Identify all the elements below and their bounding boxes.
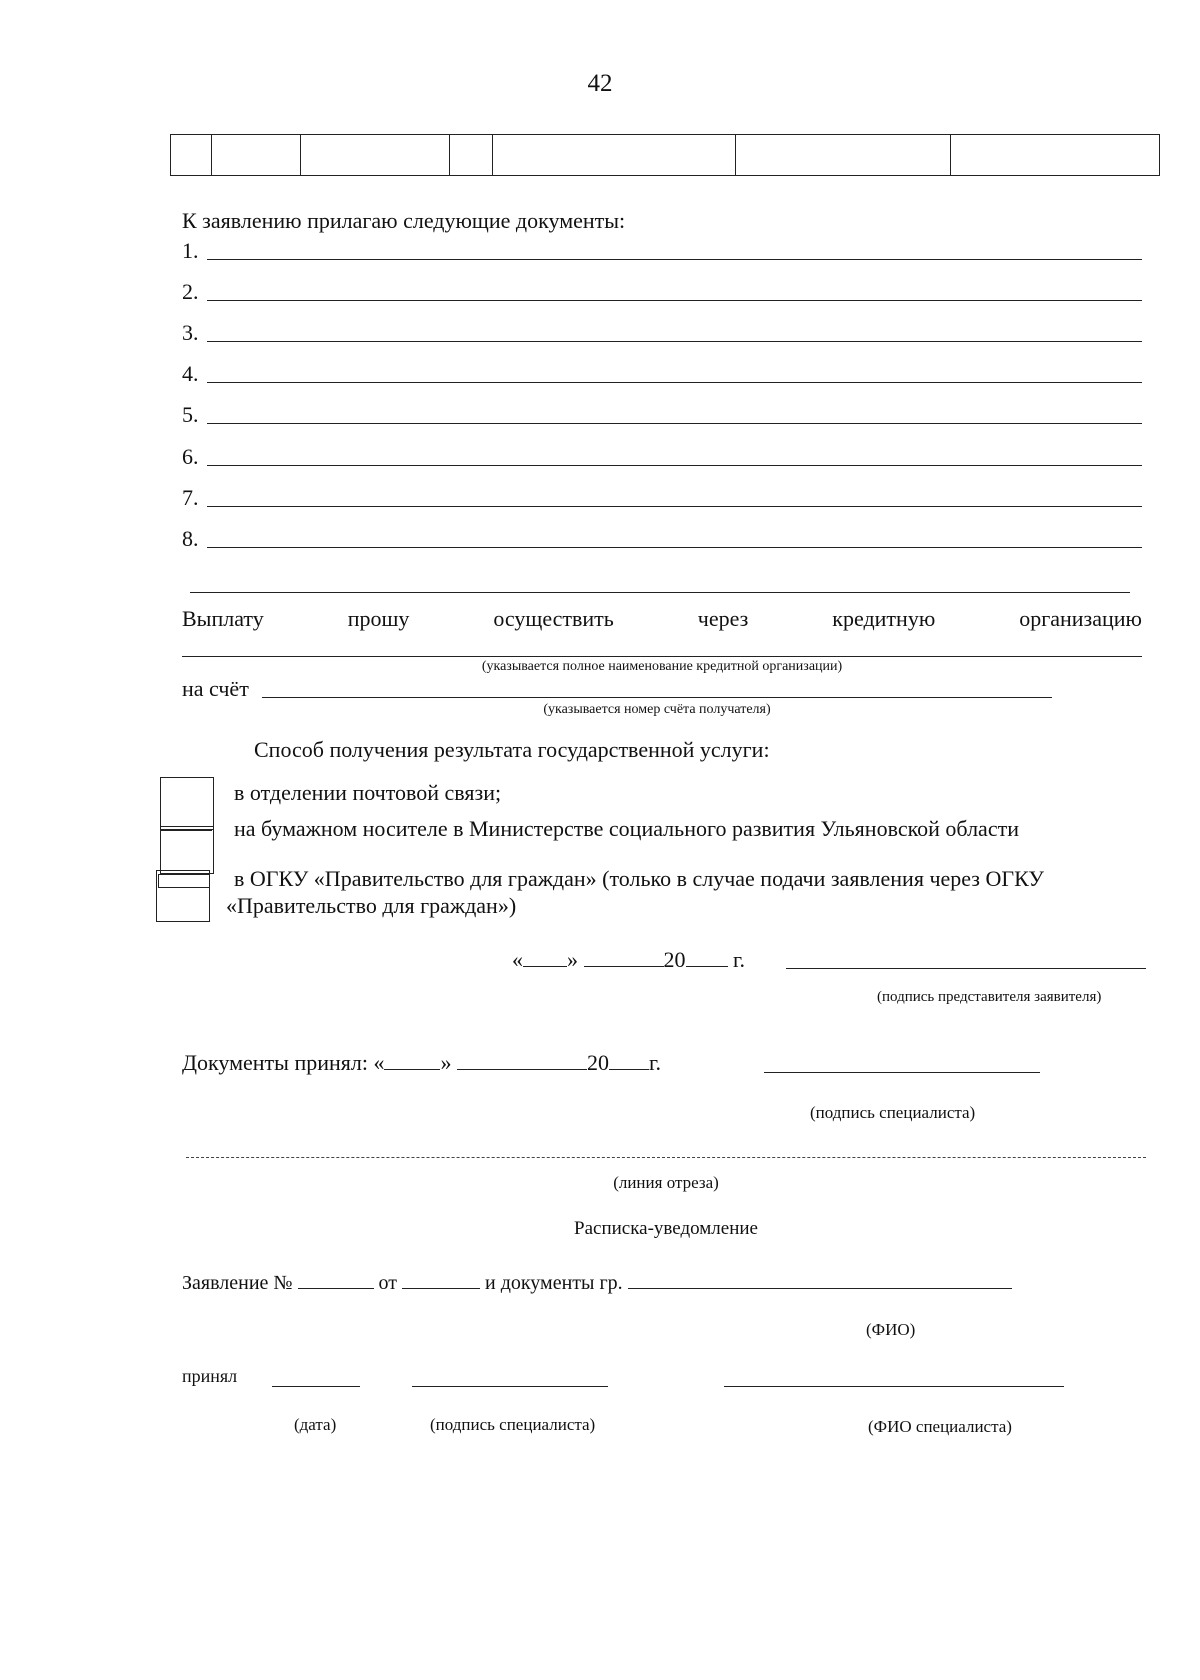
table-cell[interactable]: [212, 135, 301, 176]
accepted-day-field[interactable]: [384, 1049, 440, 1070]
statement-number-field[interactable]: [298, 1268, 374, 1289]
quote-close: »: [567, 947, 578, 972]
year-field[interactable]: [686, 946, 728, 967]
received-label: принял: [182, 1366, 238, 1386]
table-cell[interactable]: [493, 135, 736, 176]
checkbox-edge: [160, 830, 212, 831]
option-ogku-line1: в ОГКУ «Правительство для граждан» (только в случае подачи заявления через ОГКУ: [234, 866, 1044, 891]
attachment-number: 4.: [182, 361, 199, 386]
table-cell[interactable]: [736, 135, 951, 176]
attachment-row[interactable]: [182, 357, 1142, 387]
attachment-input-line[interactable]: [207, 258, 1142, 260]
accepted-row: [182, 1049, 661, 1076]
attachment-number: 6.: [182, 444, 199, 469]
table-cell[interactable]: [450, 135, 493, 176]
signature-caption: (подпись специалиста): [430, 1415, 596, 1434]
bank-name-hint: (указывается полное наименование кредитной организации): [481, 659, 843, 674]
account-label: на счёт: [182, 676, 249, 701]
attachment-input-line[interactable]: [207, 340, 1142, 342]
fio-caption: (ФИО): [866, 1320, 916, 1339]
month-field[interactable]: [584, 946, 664, 967]
payment-word: через: [697, 606, 749, 631]
attachment-number: 7.: [182, 485, 199, 510]
attachment-input-line[interactable]: [207, 546, 1142, 548]
attachment-input-line[interactable]: [207, 381, 1142, 383]
checkbox-paper-ministry[interactable]: [160, 826, 214, 874]
date-caption: (дата): [294, 1415, 337, 1434]
receipt-statement-row: [182, 1268, 1012, 1296]
option-post-office: в отделении почтовой связи;: [234, 780, 502, 805]
applicant-signature-line[interactable]: [786, 968, 1146, 969]
attachment-number: 5.: [182, 402, 199, 427]
table-cell[interactable]: [951, 135, 1160, 176]
top-table: [170, 134, 1160, 176]
year-prefix: 20: [586, 1050, 609, 1075]
separator-line: [190, 592, 1130, 593]
result-method-heading: Способ получения результата государственной услуги:: [254, 737, 770, 762]
attachment-row[interactable]: [182, 398, 1142, 428]
bank-name-line[interactable]: [182, 656, 1142, 657]
page-number: 42: [587, 70, 613, 97]
attachment-number: 3.: [182, 320, 199, 345]
attachment-row[interactable]: [182, 522, 1142, 552]
payment-word: организацию: [1019, 606, 1142, 631]
option-paper-ministry: на бумажном носителе в Министерстве социального развития Ульяновской области: [234, 816, 1019, 841]
docs-label: и документы гр.: [484, 1272, 623, 1294]
received-fio-line[interactable]: [724, 1386, 1064, 1387]
year-prefix: 20: [663, 947, 686, 972]
cut-line: [186, 1157, 1146, 1158]
accepted-signature-line[interactable]: [764, 1072, 1040, 1073]
account-number-line[interactable]: [262, 697, 1052, 698]
day-field[interactable]: [523, 946, 567, 967]
accepted-month-field[interactable]: [457, 1049, 587, 1070]
attachment-row[interactable]: [182, 275, 1142, 305]
quote-open: «: [512, 947, 523, 972]
receipt-title: Расписка-уведомление: [574, 1218, 758, 1239]
payment-word: осуществить: [493, 606, 614, 631]
statement-date-field[interactable]: [402, 1268, 480, 1289]
quote-close: »: [440, 1050, 452, 1075]
date-row: [512, 946, 745, 973]
attachment-row[interactable]: [182, 481, 1142, 511]
checkbox-post-office[interactable]: [160, 777, 214, 830]
attachments-heading: К заявлению прилагаю следующие документы:: [182, 208, 626, 233]
attachment-row[interactable]: [182, 234, 1142, 264]
year-suffix: г.: [648, 1050, 662, 1075]
payment-sentence: [182, 606, 1142, 632]
citizen-fio-field[interactable]: [628, 1268, 1012, 1289]
statement-label: Заявление №: [182, 1272, 293, 1294]
received-date-line[interactable]: [272, 1386, 360, 1387]
accepted-label: Документы принял: «: [182, 1050, 385, 1075]
attachment-input-line[interactable]: [207, 422, 1142, 424]
attachment-input-line[interactable]: [207, 464, 1142, 466]
from-label: от: [378, 1272, 397, 1294]
attachment-number: 2.: [182, 279, 199, 304]
checkbox-edge: [158, 874, 210, 888]
payment-word: Выплату: [182, 606, 264, 631]
accepted-signature-caption: (подпись специалиста): [810, 1103, 976, 1122]
attachment-input-line[interactable]: [207, 299, 1142, 301]
attachment-number: 8.: [182, 526, 199, 551]
accepted-year-field[interactable]: [609, 1049, 649, 1070]
attachment-input-line[interactable]: [207, 505, 1142, 507]
table-cell[interactable]: [301, 135, 450, 176]
table-cell[interactable]: [171, 135, 212, 176]
year-suffix: г.: [733, 947, 746, 972]
attachment-row[interactable]: [182, 440, 1142, 470]
received-signature-line[interactable]: [412, 1386, 608, 1387]
attachment-number: 1.: [182, 238, 199, 263]
applicant-signature-caption: (подпись представителя заявителя): [877, 989, 1102, 1005]
payment-word: прошу: [347, 606, 410, 631]
attachment-row[interactable]: [182, 316, 1142, 346]
payment-word: кредитную: [832, 606, 936, 631]
account-number-hint: (указывается номер счёта получателя): [543, 702, 771, 717]
option-ogku-line2: «Правительство для граждан»): [226, 893, 517, 918]
specialist-fio-caption: (ФИО специалиста): [868, 1417, 1012, 1436]
cut-line-label: (линия отреза): [613, 1173, 719, 1192]
